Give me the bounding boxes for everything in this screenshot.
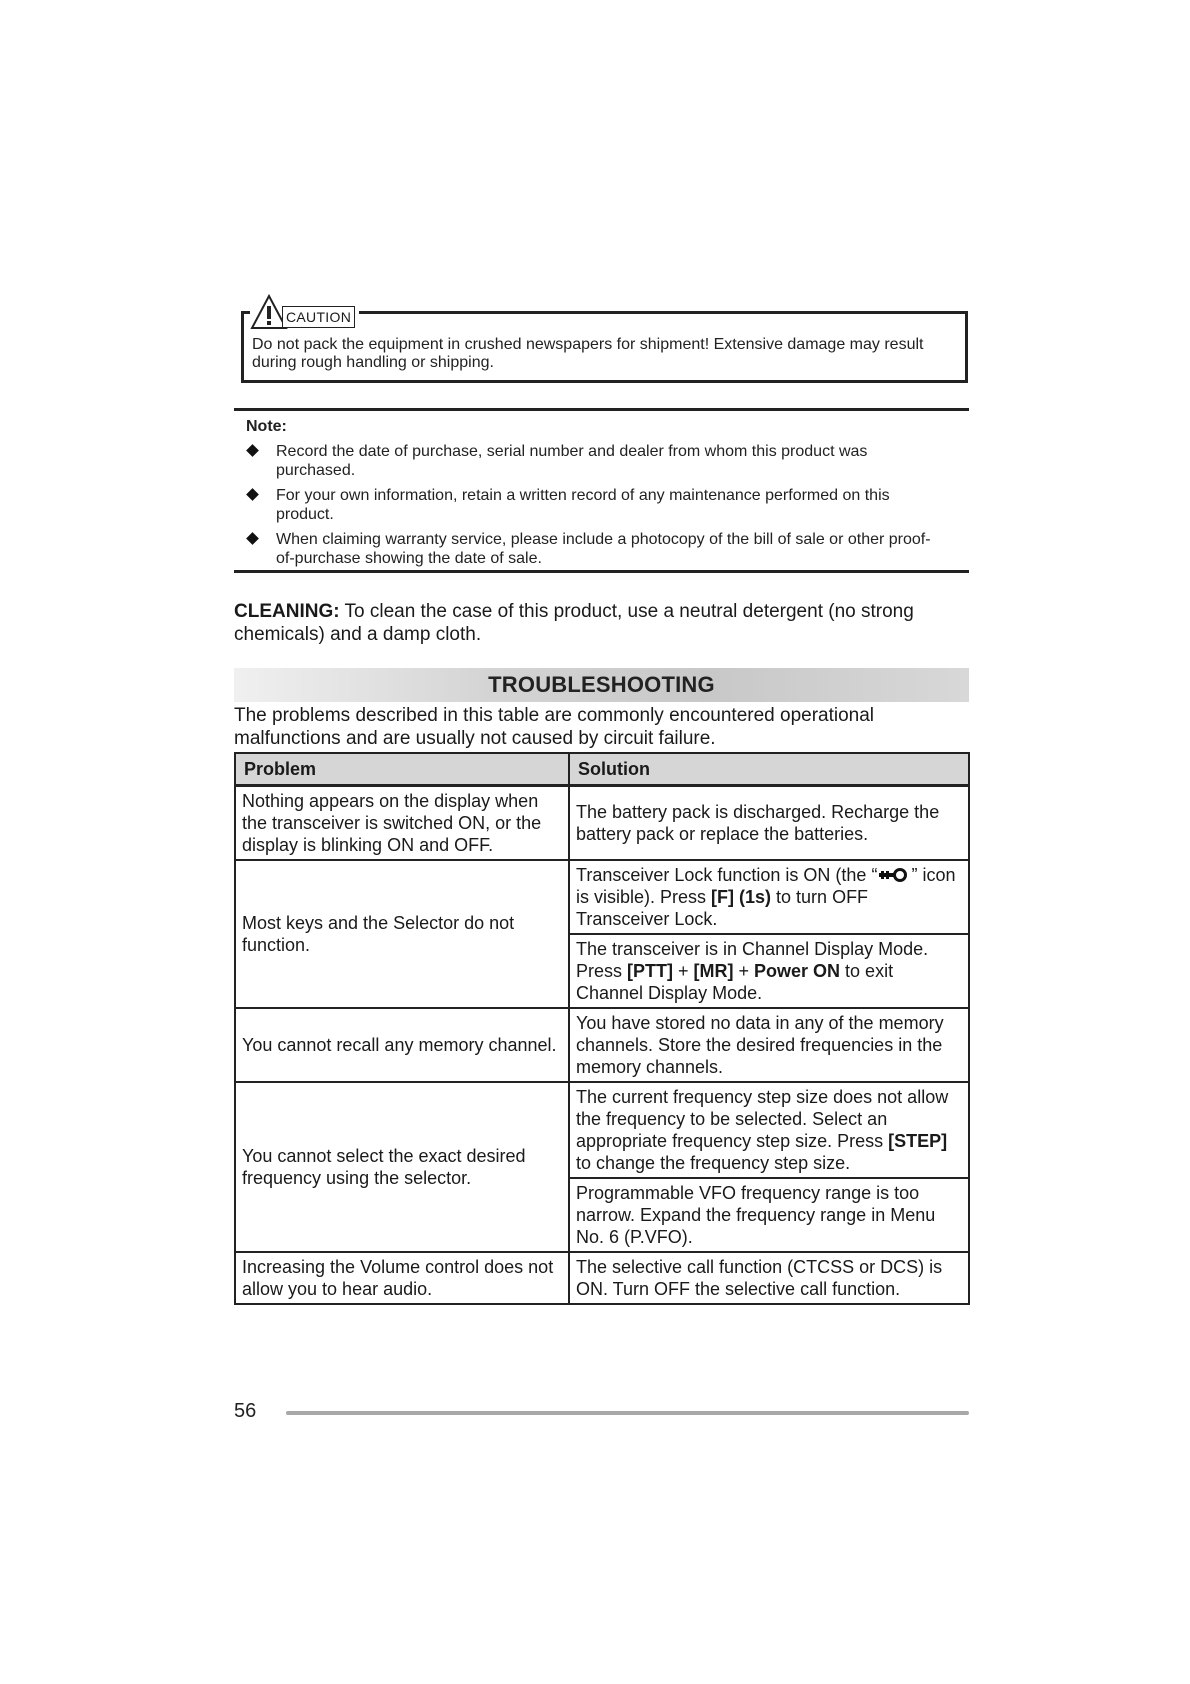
solution-cell: Transceiver Lock function is ON (the “ ” icon is visible). Press [F] (1s) to turn OFF Transceiver Lock. (569, 860, 969, 934)
note-top-divider (234, 408, 969, 411)
solution-cell: The battery pack is discharged. Recharge the battery pack or replace the batteries. (569, 786, 969, 861)
caution-text: Do not pack the equipment in crushed newspapers for shipment! Extensive damage may result during rough handling or shipping. (252, 336, 924, 371)
column-header-solution: Solution (569, 753, 969, 786)
diamond-bullet-icon (246, 488, 259, 501)
list-item: When claiming warranty service, please include a photocopy of the bill of sale or other proof-of-purchase showing the date of sale. (246, 530, 946, 568)
solution-cell: You have stored no data in any of the memory channels. Store the desired frequencies in the memory channels. (569, 1008, 969, 1082)
diamond-bullet-icon (246, 532, 259, 545)
table-header-row (235, 753, 969, 786)
caution-header (250, 294, 359, 330)
note-title: Note: (246, 418, 287, 435)
cleaning-label: CLEANING: (234, 601, 340, 622)
section-title: TROUBLESHOOTING (488, 672, 715, 697)
problem-cell: Increasing the Volume control does not allow you to hear audio. (235, 1252, 569, 1304)
solution-cell: The transceiver is in Channel Display Mode. Press [PTT] + [MR] + Power ON to exit Channel Display Mode. (569, 934, 969, 1008)
table-row (235, 786, 969, 861)
cleaning-text: To clean the case of this product, use a neutral detergent (no strong chemicals) and a damp cloth. (234, 601, 914, 645)
table-row (235, 860, 969, 934)
caution-label: CAUTION (282, 306, 355, 328)
problem-cell: Most keys and the Selector do not function. (235, 860, 569, 1008)
table-row (235, 1082, 969, 1178)
note-bottom-divider (234, 570, 969, 573)
column-header-problem: Problem (235, 753, 569, 786)
solution-cell: The current frequency step size does not allow the frequency to be selected. Select an appropriate frequency step size. Press [STEP] to change the frequency step size. (569, 1082, 969, 1178)
note-list (246, 442, 946, 574)
table-row (235, 1252, 969, 1304)
solution-cell: The selective call function (CTCSS or DCS) is ON. Turn OFF the selective call function. (569, 1252, 969, 1304)
footer-divider (286, 1411, 969, 1415)
troubleshooting-table (234, 752, 970, 1305)
page-number: 56 (234, 1400, 257, 1422)
problem-cell: Nothing appears on the display when the transceiver is switched ON, or the display is blinking ON and OFF. (235, 786, 569, 861)
cleaning-paragraph (234, 600, 974, 646)
list-item: For your own information, retain a written record of any maintenance performed on this product. (246, 486, 946, 524)
list-item: Record the date of purchase, serial number and dealer from whom this product was purchased. (246, 442, 946, 480)
problem-cell: You cannot recall any memory channel. (235, 1008, 569, 1082)
solution-cell: Programmable VFO frequency range is too narrow. Expand the frequency range in Menu No. 6 (P.VFO). (569, 1178, 969, 1252)
key-lock-icon (877, 868, 911, 882)
table-row (235, 1008, 969, 1082)
problem-cell: You cannot select the exact desired frequency using the selector. (235, 1082, 569, 1252)
diamond-bullet-icon (246, 444, 259, 457)
section-intro: The problems described in this table are commonly encountered operational malfunctions and are usually not caused by circuit failure. (234, 705, 875, 749)
